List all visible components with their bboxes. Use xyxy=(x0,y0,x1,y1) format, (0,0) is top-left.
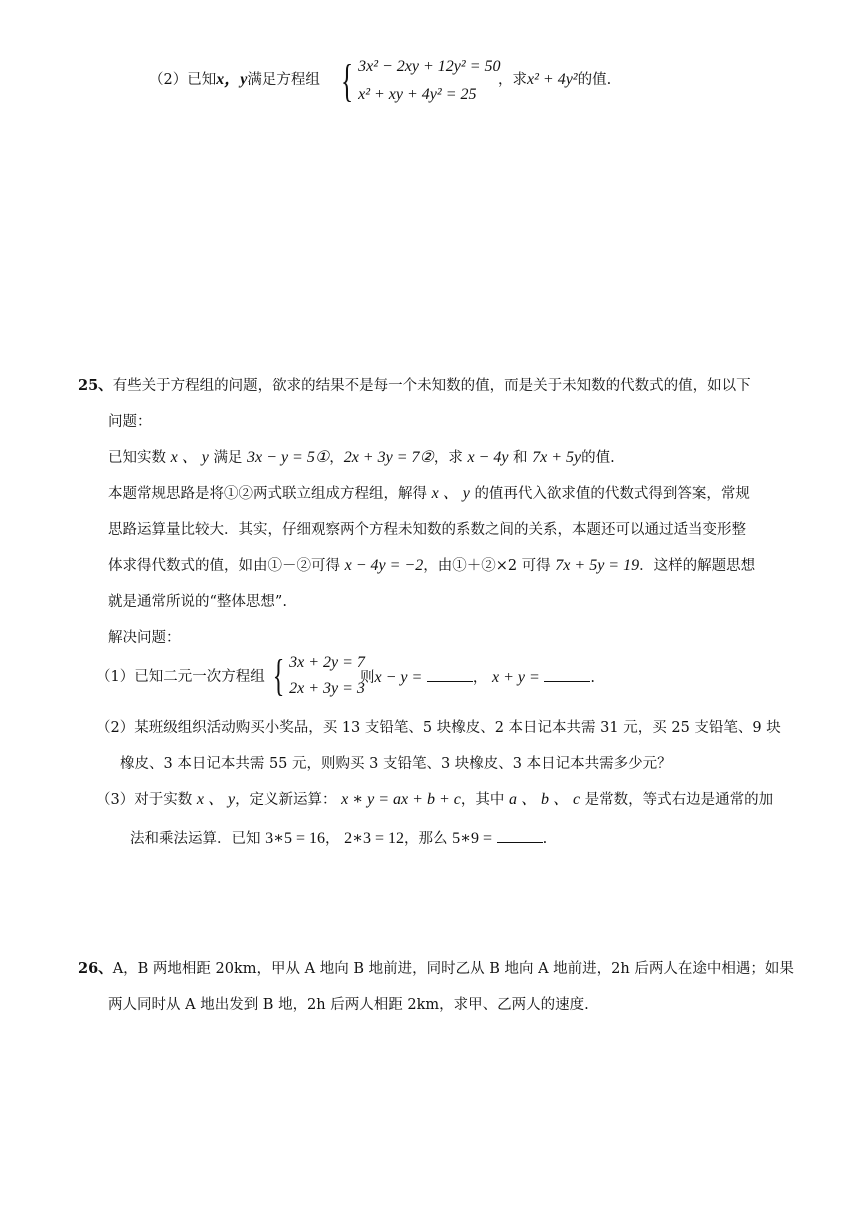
s3-definition: x ∗ y = ax + b + c xyxy=(341,791,461,808)
given-and: 和 xyxy=(513,450,528,466)
q24-part2-end: 的值. xyxy=(577,72,612,88)
q24-equation-1: 3x² − 2xy + 12y² = 50 xyxy=(358,58,501,75)
given-end: 的值. xyxy=(581,450,615,466)
para1-a: 本题常规思路是将①②两式联立组成方程组，解得 xyxy=(108,486,427,502)
para3-c: ．这样的解题思想 xyxy=(639,558,756,574)
q24-equation-2: x² + xy + 4y² = 25 xyxy=(358,86,477,103)
q25-intro-text1: 有些关于方程组的问题，欲求的结果不是每一个未知数的值，而是关于未知数的代数式的值，如以下 xyxy=(112,378,751,394)
q25-given-line xyxy=(108,448,615,468)
s3-vars: x 、 y xyxy=(196,791,236,808)
s1-equation-system xyxy=(268,652,365,700)
s3-end: . xyxy=(542,831,548,847)
given-expr1: x − 4y xyxy=(467,449,509,466)
s1-sep: ， xyxy=(472,670,488,686)
s3-prefix: （3）对于实数 xyxy=(96,792,193,808)
para1-b: 的值再代入欲求值的代数式得到答案，常规 xyxy=(474,486,750,502)
left-brace: { xyxy=(340,55,354,106)
q25-para-line1 xyxy=(108,484,750,504)
s2-line2: 橡皮、3 本日记本共需 55 元，则购买 3 支铅笔、3 块橡皮、3 本日记本共需多少元？ xyxy=(120,756,672,772)
left-brace: { xyxy=(272,651,285,700)
s3-line1 xyxy=(96,790,773,810)
s3-constants: a 、 b 、 c xyxy=(508,791,581,808)
q24-part2-mid: 满足方程组 xyxy=(247,72,320,88)
s3-line2-a: 法和乘法运算．已知 xyxy=(130,831,261,847)
q25-para-line3 xyxy=(108,556,755,576)
para3-expr1: x − 4y = −2 xyxy=(344,557,424,574)
s3-mid: ，定义新运算： xyxy=(235,792,337,808)
s3-mid2: ，其中 xyxy=(460,792,505,808)
s1-prefix: （1）已知二元一次方程组 xyxy=(96,669,265,685)
q24-part2-suffix-row xyxy=(498,70,611,90)
s1-expr2: x + y = xyxy=(492,669,540,686)
s1-blank-2[interactable] xyxy=(544,667,590,682)
s3-tail: 是常数，等式右边是通常的加 xyxy=(584,792,774,808)
s3-ask: 5∗9 = xyxy=(452,830,493,847)
q24-part2-prefix: （2）已知 xyxy=(149,72,217,88)
s1-expr1: x − y = xyxy=(374,669,423,686)
given-expr2: 7x + 5y xyxy=(532,449,582,466)
q24-part2-expr: x² + 4y² xyxy=(527,71,578,88)
s1-then: 则 xyxy=(360,670,375,686)
q25-intro-line1 xyxy=(78,376,751,396)
s1-equation-2: 2x + 3y = 3 xyxy=(289,680,365,697)
given-eq2: 2x + 3y = 7② xyxy=(343,449,434,466)
q26-line2: 两人同时从 A 地出发到 B 地，2h 后两人相距 2km，求甲、乙两人的速度. xyxy=(108,997,589,1013)
para3-b: ，由①＋②×2 可得 xyxy=(423,558,551,574)
q25-intro-line2: 问题： xyxy=(108,414,152,430)
s1-answer-row xyxy=(360,667,595,688)
s2-line1: （2）某班级组织活动购买小奖品，买 13 支铅笔、5 块橡皮、2 本日记本共需 31 元，买 25 支铅笔、9 块 xyxy=(96,720,781,736)
para3-expr2: 7x + 5y = 19 xyxy=(555,557,640,574)
s3-line2-b: ，那么 xyxy=(404,831,448,847)
q26-text1: A，B 两地相距 20km，甲从 A 地向 B 地前进，同时乙从 B 地向 A 地前进，2h 后两人在途中相遇；如果 xyxy=(112,961,794,977)
s3-sep: ， xyxy=(325,831,340,847)
q25-solve-heading: 解决问题： xyxy=(108,630,181,646)
given-ask: ，求 xyxy=(433,450,463,466)
given-prefix: 已知实数 xyxy=(108,450,166,466)
q24-part2-suffix: ，求 xyxy=(498,72,527,88)
q26-line1 xyxy=(78,959,794,979)
s3-blank[interactable] xyxy=(497,828,543,843)
q24-part2-prefix-row xyxy=(149,70,320,90)
s3-line2 xyxy=(130,828,547,849)
q25-para-line2: 思路运算量比较大．其实，仔细观察两个方程未知数的系数之间的关系，本题还可以通过适当变形整 xyxy=(108,522,746,538)
para3-a: 体求得代数式的值，如由①－②可得 xyxy=(108,558,340,574)
given-sep: ， xyxy=(329,450,344,466)
q25-number: 25、 xyxy=(78,377,113,394)
s1-end: . xyxy=(590,670,596,686)
given-mid: 满足 xyxy=(213,450,243,466)
given-vars: x 、 y xyxy=(170,449,209,466)
given-eq1: 3x − y = 5① xyxy=(247,449,330,466)
q24-part2-vars: x，y xyxy=(216,71,248,88)
s1-blank-1[interactable] xyxy=(427,667,473,682)
q25-para-line4: 就是通常所说的“整体思想”. xyxy=(108,594,287,610)
q24-equation-system xyxy=(336,56,500,106)
s1-equation-1: 3x + 2y = 7 xyxy=(289,654,365,671)
s3-known2: 2∗3 = 12 xyxy=(344,830,405,847)
q26-number: 26、 xyxy=(78,960,113,977)
s3-known1: 3∗5 = 16 xyxy=(265,830,326,847)
para1-vars: x 、 y xyxy=(431,485,470,502)
